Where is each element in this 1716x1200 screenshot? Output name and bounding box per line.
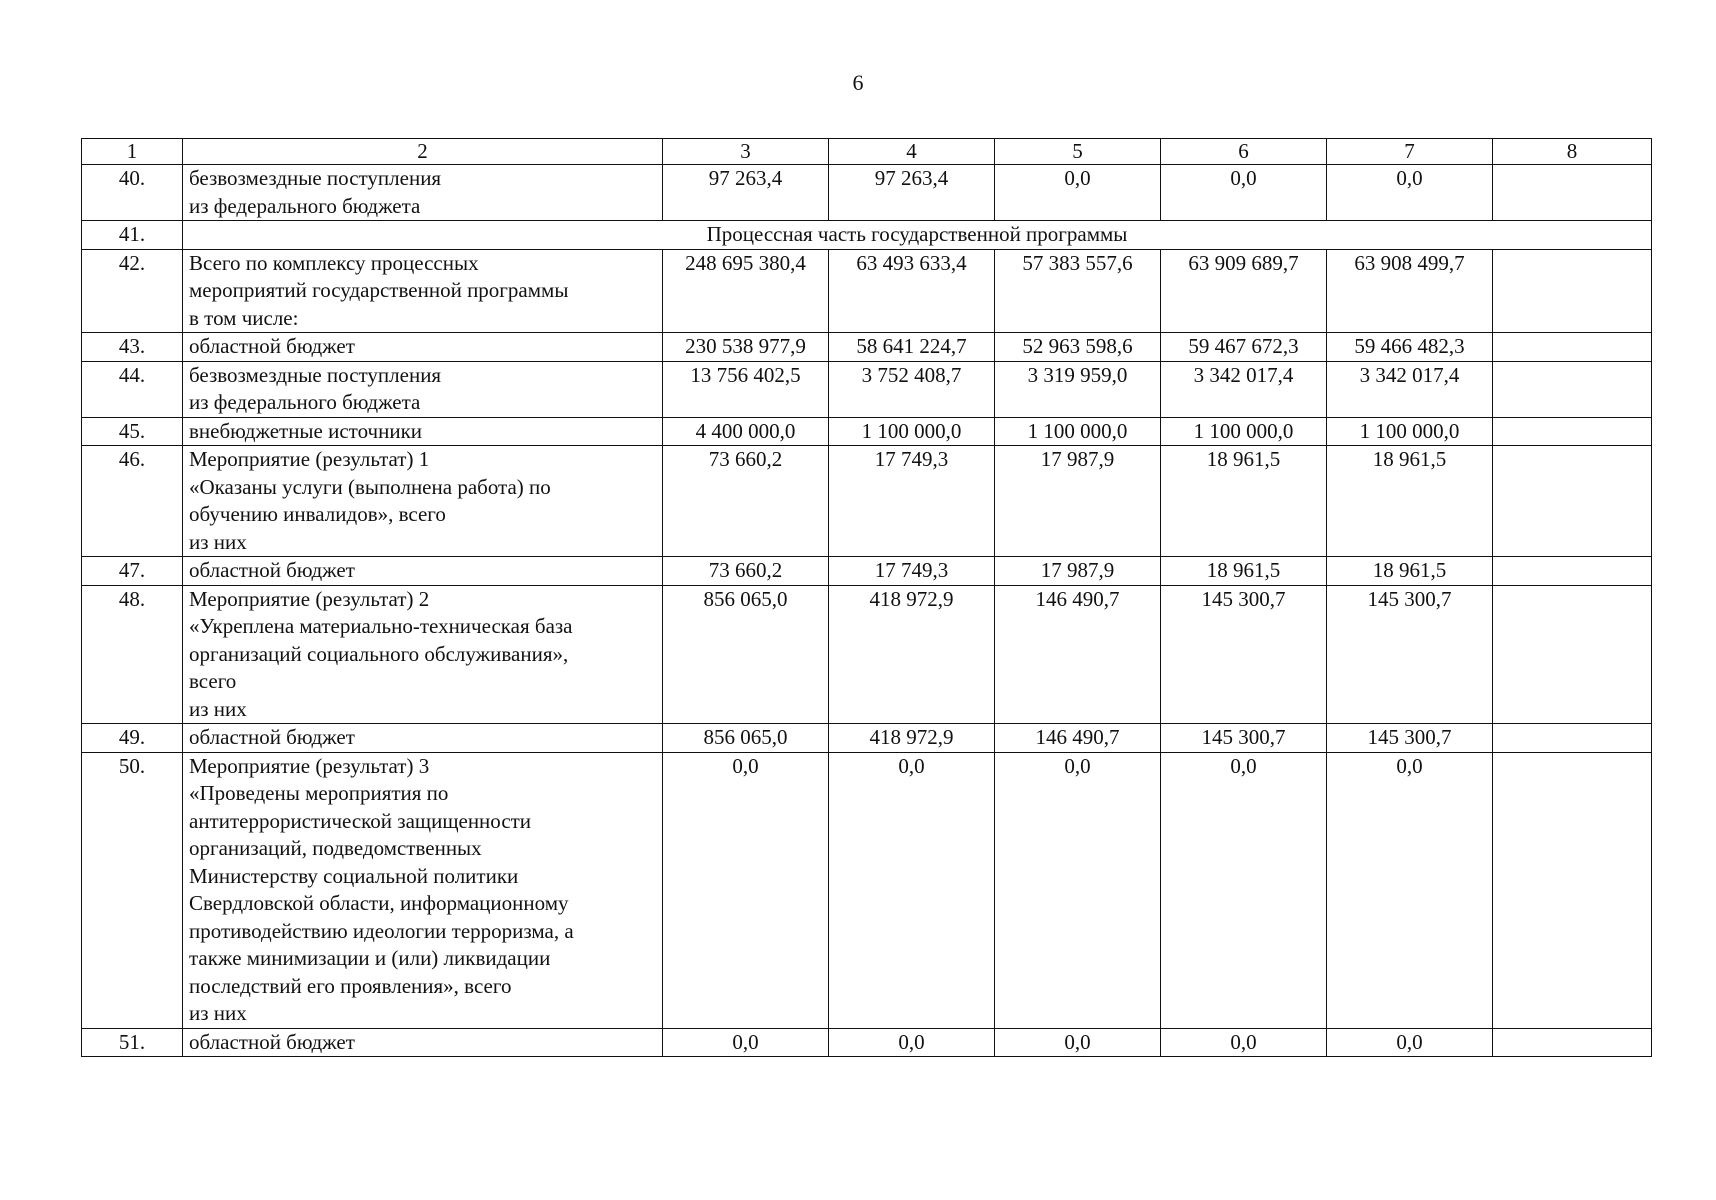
- value-cell: [1493, 249, 1652, 333]
- value-cell: 58 641 224,7: [829, 333, 995, 362]
- value-cell: 418 972,9: [829, 724, 995, 753]
- header-cell: 7: [1327, 139, 1493, 165]
- value-cell: 52 963 598,6: [995, 333, 1161, 362]
- value-cell: 856 065,0: [663, 585, 829, 724]
- value-cell: 1 100 000,0: [995, 417, 1161, 446]
- value-cell: 18 961,5: [1327, 557, 1493, 586]
- value-cell: 18 961,5: [1327, 446, 1493, 557]
- value-cell: 0,0: [663, 1028, 829, 1057]
- value-cell: 4 400 000,0: [663, 417, 829, 446]
- row-number: 45.: [82, 417, 183, 446]
- row-number: 50.: [82, 752, 183, 1028]
- table-row: [82, 724, 1652, 753]
- value-cell: 63 493 633,4: [829, 249, 995, 333]
- value-cell: 230 538 977,9: [663, 333, 829, 362]
- section-title: Процессная часть государственной программы: [183, 221, 1652, 250]
- value-cell: 73 660,2: [663, 557, 829, 586]
- value-cell: 0,0: [1327, 165, 1493, 221]
- header-cell: 3: [663, 139, 829, 165]
- header-cell: 6: [1161, 139, 1327, 165]
- table-row: [82, 1028, 1652, 1057]
- value-cell: 63 909 689,7: [1161, 249, 1327, 333]
- value-cell: 17 987,9: [995, 446, 1161, 557]
- row-name: областной бюджет: [183, 1028, 663, 1057]
- value-cell: 0,0: [829, 752, 995, 1028]
- value-cell: 146 490,7: [995, 585, 1161, 724]
- value-cell: [1493, 417, 1652, 446]
- value-cell: 18 961,5: [1161, 557, 1327, 586]
- table-row: [82, 221, 1652, 250]
- header-cell: 1: [82, 139, 183, 165]
- table-row: [82, 249, 1652, 333]
- row-number: 41.: [82, 221, 183, 250]
- value-cell: 0,0: [663, 752, 829, 1028]
- value-cell: 3 319 959,0: [995, 361, 1161, 417]
- table-row: [82, 585, 1652, 724]
- row-number: 42.: [82, 249, 183, 333]
- header-row: [82, 139, 1652, 165]
- row-name: Мероприятие (результат) 2 «Укреплена материально-техническая база организаций социального обслуживания», всего из них: [183, 585, 663, 724]
- table-row: [82, 446, 1652, 557]
- table-row: [82, 417, 1652, 446]
- value-cell: 1 100 000,0: [1327, 417, 1493, 446]
- value-cell: 97 263,4: [663, 165, 829, 221]
- value-cell: [1493, 585, 1652, 724]
- value-cell: 0,0: [1327, 1028, 1493, 1057]
- value-cell: [1493, 333, 1652, 362]
- value-cell: 0,0: [995, 1028, 1161, 1057]
- value-cell: 146 490,7: [995, 724, 1161, 753]
- value-cell: 18 961,5: [1161, 446, 1327, 557]
- value-cell: 0,0: [1327, 752, 1493, 1028]
- value-cell: 3 342 017,4: [1327, 361, 1493, 417]
- value-cell: 17 987,9: [995, 557, 1161, 586]
- row-number: 51.: [82, 1028, 183, 1057]
- value-cell: [1493, 752, 1652, 1028]
- row-number: 46.: [82, 446, 183, 557]
- row-name: безвозмездные поступления из федерального бюджета: [183, 165, 663, 221]
- table-row: [82, 752, 1652, 1028]
- value-cell: 1 100 000,0: [829, 417, 995, 446]
- header-cell: 2: [183, 139, 663, 165]
- value-cell: 0,0: [1161, 1028, 1327, 1057]
- value-cell: 856 065,0: [663, 724, 829, 753]
- row-number: 49.: [82, 724, 183, 753]
- header-cell: 8: [1493, 139, 1652, 165]
- value-cell: 3 342 017,4: [1161, 361, 1327, 417]
- budget-table: [81, 138, 1652, 1057]
- row-name: внебюджетные источники: [183, 417, 663, 446]
- value-cell: [1493, 724, 1652, 753]
- value-cell: 0,0: [995, 752, 1161, 1028]
- row-name: Мероприятие (результат) 1 «Оказаны услуги (выполнена работа) по обучению инвалидов», всего из них: [183, 446, 663, 557]
- row-name: областной бюджет: [183, 724, 663, 753]
- value-cell: 145 300,7: [1327, 724, 1493, 753]
- row-number: 47.: [82, 557, 183, 586]
- row-name: безвозмездные поступления из федерального бюджета: [183, 361, 663, 417]
- row-name: областной бюджет: [183, 333, 663, 362]
- row-number: 43.: [82, 333, 183, 362]
- row-number: 40.: [82, 165, 183, 221]
- table-row: [82, 333, 1652, 362]
- value-cell: 17 749,3: [829, 557, 995, 586]
- value-cell: 0,0: [995, 165, 1161, 221]
- header-cell: 4: [829, 139, 995, 165]
- value-cell: 59 467 672,3: [1161, 333, 1327, 362]
- value-cell: 17 749,3: [829, 446, 995, 557]
- value-cell: 418 972,9: [829, 585, 995, 724]
- value-cell: 63 908 499,7: [1327, 249, 1493, 333]
- value-cell: 57 383 557,6: [995, 249, 1161, 333]
- row-number: 44.: [82, 361, 183, 417]
- value-cell: [1493, 446, 1652, 557]
- row-name: областной бюджет: [183, 557, 663, 586]
- row-number: 48.: [82, 585, 183, 724]
- value-cell: 3 752 408,7: [829, 361, 995, 417]
- value-cell: 248 695 380,4: [663, 249, 829, 333]
- value-cell: [1493, 1028, 1652, 1057]
- value-cell: 0,0: [1161, 752, 1327, 1028]
- value-cell: 0,0: [829, 1028, 995, 1057]
- row-name: Всего по комплексу процессных мероприятий государственной программы в том числе:: [183, 249, 663, 333]
- value-cell: [1493, 557, 1652, 586]
- table-row: [82, 165, 1652, 221]
- page-number: 6: [852, 70, 864, 95]
- value-cell: 13 756 402,5: [663, 361, 829, 417]
- value-cell: [1493, 361, 1652, 417]
- value-cell: 97 263,4: [829, 165, 995, 221]
- value-cell: 145 300,7: [1161, 585, 1327, 724]
- value-cell: 73 660,2: [663, 446, 829, 557]
- row-name: Мероприятие (результат) 3 «Проведены мероприятия по антитеррористической защищенности организаций, подведомственных Министерству социальной политики Свердловской области, информационному противодействию идеологии терроризма, а также минимизации и (или) ликвидации последствий его проявления», всего из них: [183, 752, 663, 1028]
- table-row: [82, 557, 1652, 586]
- value-cell: 145 300,7: [1327, 585, 1493, 724]
- value-cell: 59 466 482,3: [1327, 333, 1493, 362]
- value-cell: 0,0: [1161, 165, 1327, 221]
- table-row: [82, 361, 1652, 417]
- value-cell: 1 100 000,0: [1161, 417, 1327, 446]
- value-cell: [1493, 165, 1652, 221]
- value-cell: 145 300,7: [1161, 724, 1327, 753]
- header-cell: 5: [995, 139, 1161, 165]
